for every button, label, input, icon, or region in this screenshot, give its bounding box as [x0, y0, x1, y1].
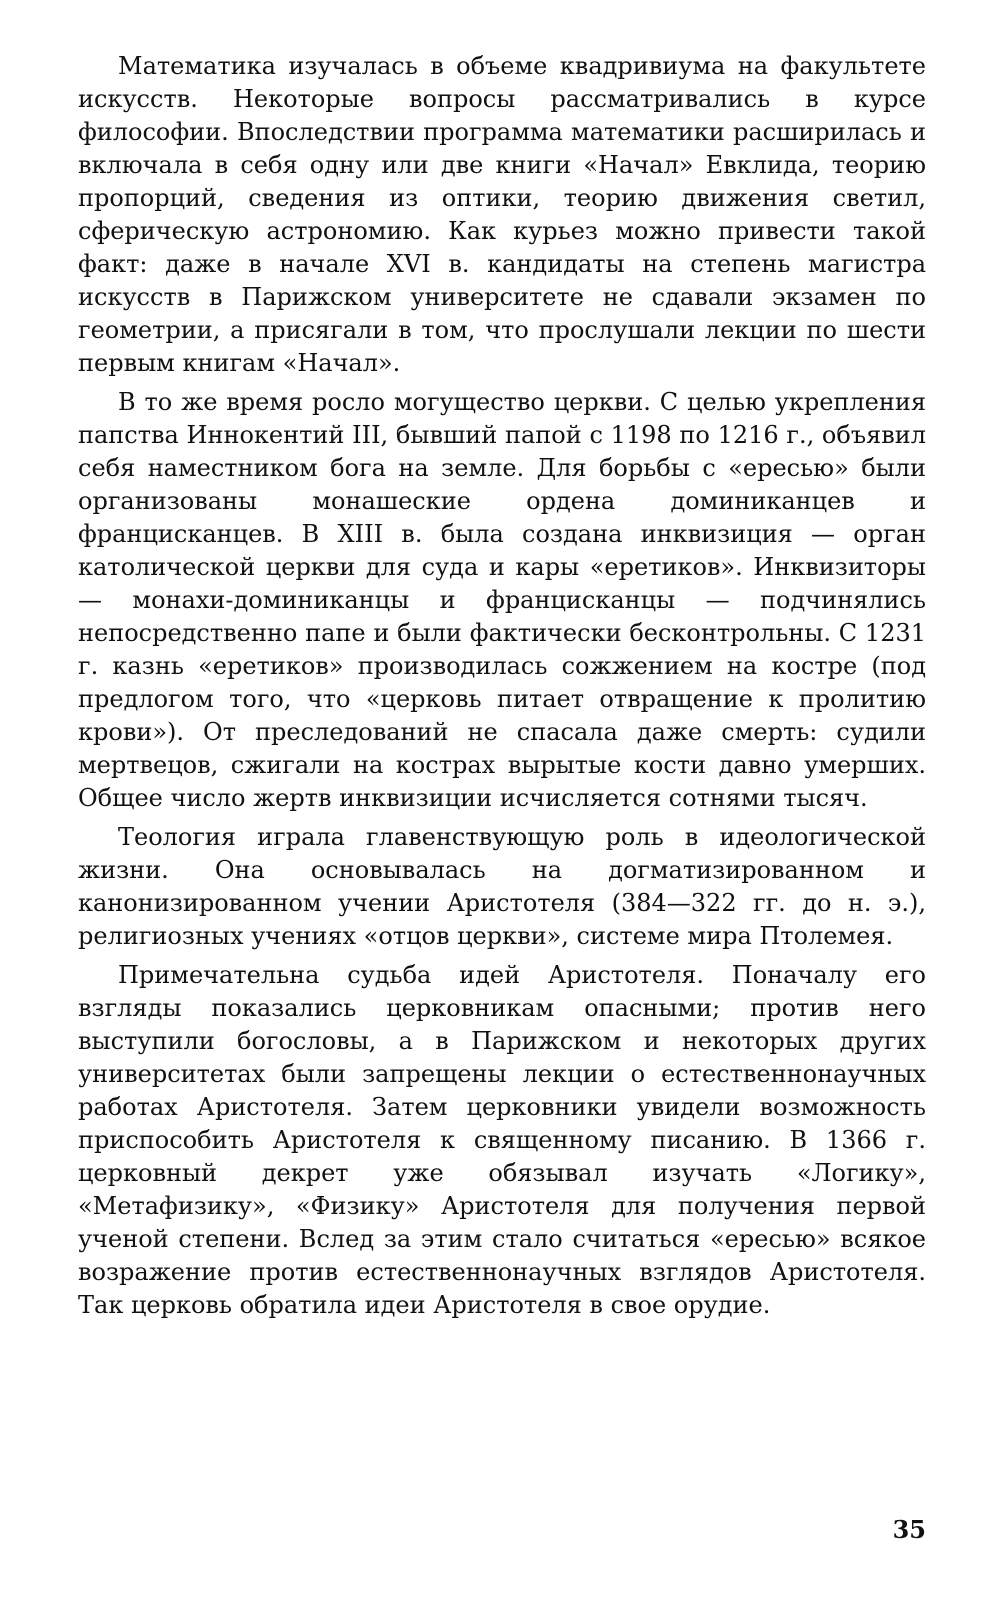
paragraph-quadrivium: Математика изучалась в объеме квадривиума на факультете искусств. Некоторые вопросы рассматривались в курсе философии. Впоследствии программа математики расширилась и включала в себя одну или две книги «Начал» Евклида, теорию пропорций, сведения из оптики, теорию движения светил, сферическую астрономию. Как курьез можно привести такой факт: даже в начале XVI в. кандидаты на степень магистра искусств в Парижском университете не сдавали экзамен по геометрии, а присягали в том, что прослушали лекции по шести первым книгам «Начал». — [78, 52, 926, 377]
page-body — [78, 50, 926, 1328]
paragraph-aristotle: Примечательна судьба идей Аристотеля. Поначалу его взгляды показались церковникам опасными; против него выступили богословы, а в Парижском и некоторых других университетах были запрещены лекции о естественнонаучных работах Аристотеля. Затем церковники увидели возможность приспособить Аристотеля к священному писанию. В 1366 г. церковный декрет уже обязывал изучать «Логику», «Метафизику», «Физику» Аристотеля для получения первой ученой степени. Вслед за этим стало считаться «ересью» всякое возражение против естественнонаучных взглядов Аристотеля. Так церковь обратила идеи Аристотеля в свое орудие. — [78, 961, 926, 1319]
paragraph-church-power: В то же время росло могущество церкви. С целью укрепления папства Иннокентий III, бывший папой с 1198 по 1216 г., объявил себя наместником бога на земле. Для борьбы с «ересью» были организованы монашеские ордена доминиканцев и францисканцев. В XIII в. была создана инквизиция — орган католической церкви для суда и кары «еретиков». Инквизиторы — монахи-доминиканцы и францисканцы — подчинялись непосредственно папе и были фактически бесконтрольны. С 1231 г. казнь «еретиков» производилась сожжением на костре (под предлогом того, что «церковь питает отвращение к пролитию крови»). От преследований не спасала даже смерть: судили мертвецов, сжигали на кострах вырытые кости давно умерших. Общее число жертв инквизиции исчисляется сотнями тысяч. — [78, 388, 926, 812]
paragraph-theology: Теология играла главенствующую роль в идеологической жизни. Она основывалась на догматизированном и канонизированном учении Аристотеля (384—322 гг. до н. э.), религиозных учениях «отцов церкви», системе мира Птолемея. — [78, 823, 926, 950]
page-number: 35 — [892, 1515, 926, 1544]
